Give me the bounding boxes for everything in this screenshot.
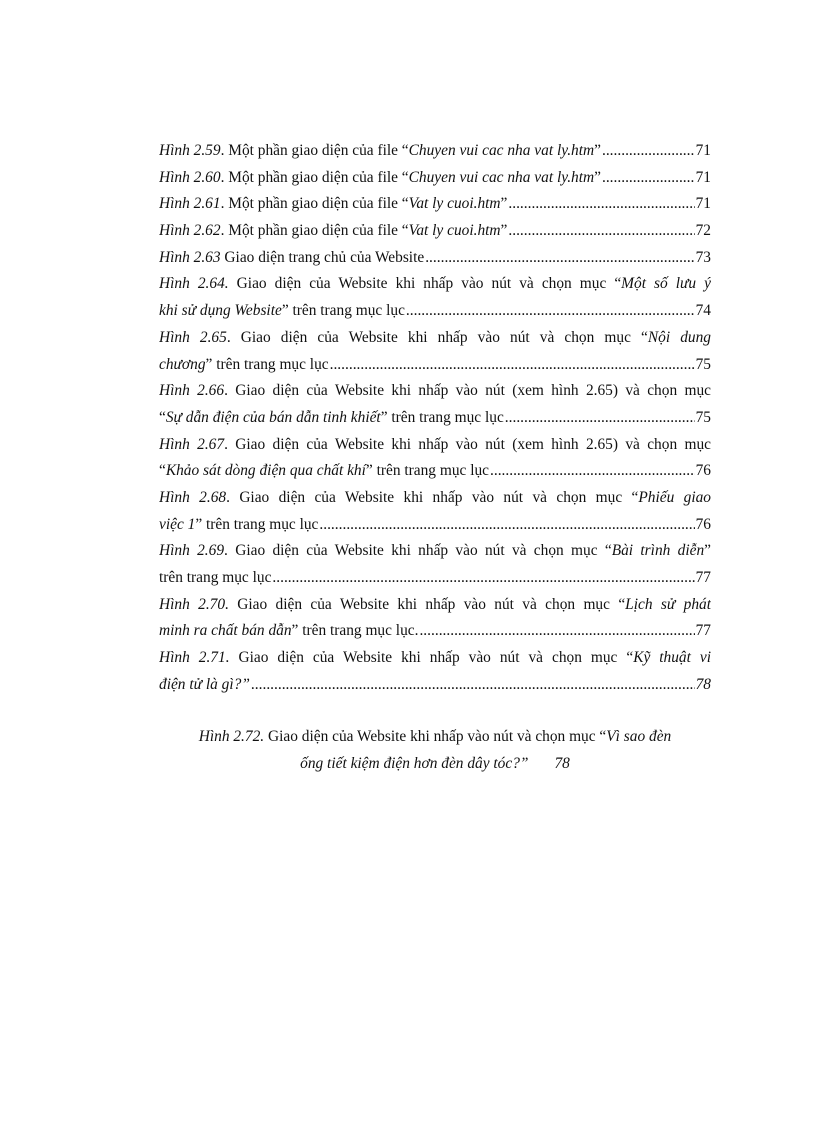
toc-entry-2-72-line2: ống tiết kiệm điện hơn đèn dây tóc?” 78 (300, 754, 570, 772)
dot-leader (419, 618, 694, 645)
dot-leader (406, 298, 695, 325)
dot-leader (251, 672, 695, 699)
page-number: 71 (695, 142, 711, 159)
toc-entry-2-63: Hình 2.63 Giao diện trang chủ của Website ..... 73 (159, 245, 711, 272)
figure-label: Hình 2.69 (159, 542, 225, 560)
toc-entry-2-65-line1: Hình 2.65. Giao diện của Website khi nhấp vào nút và chọn mục “Nội dung (159, 328, 711, 346)
page-number: 74 (695, 302, 711, 320)
page-number: 78 (554, 754, 570, 772)
dot-leader (272, 565, 694, 592)
toc-entry-2-72 (159, 724, 711, 777)
figure-list (159, 138, 711, 698)
toc-entry-2-66-line2: “Sự dẫn điện của bán dẫn tinh khiết” trên trang mục lục ..... 75 (159, 405, 711, 432)
toc-entry-2-68-line2: việc 1” trên trang mục lục ..... 76 (159, 512, 711, 539)
toc-entry-2-69-line1: Hình 2.69. Giao diện của Website khi nhấp vào nút và chọn mục “Bài trình diễn” (159, 542, 711, 560)
dot-leader (505, 405, 695, 432)
toc-entry-2-59: Hình 2.59. Một phần giao diện của file “Chuyen vui cac nha vat ly.htm” ..... 71 (159, 138, 711, 165)
page-number: 75 (695, 408, 711, 426)
page-number: 77 (695, 622, 711, 640)
page-number: 71 (695, 168, 711, 186)
toc-entry-2-68-line1: Hình 2.68. Giao diện của Website khi nhấp vào nút và chọn mục “Phiếu giao (159, 488, 711, 506)
dot-leader (319, 512, 694, 539)
toc-entry-2-72-line1: Hình 2.72. Giao diện của Website khi nhấp vào nút và chọn mục “Vì sao đèn (198, 728, 672, 745)
dot-leader (602, 138, 695, 165)
figure-label: Hình 2.72. (198, 728, 265, 745)
page-number: 77 (695, 569, 711, 586)
toc-entry-2-70-line2: minh ra chất bán dẫn” trên trang mục lục. ..... 77 (159, 618, 711, 645)
toc-entry-2-67-line2: “Khảo sát dòng điện qua chất khí” trên trang mục lục ..... 76 (159, 458, 711, 485)
toc-entry-2-64-line1: Hình 2.64. Giao diện của Website khi nhấp vào nút và chọn mục “Một số lưu ý (159, 275, 711, 293)
page-number: 71 (695, 195, 711, 213)
figure-label: Hình 2.62 (159, 222, 221, 240)
figure-label: Hình 2.64. (159, 275, 229, 293)
page-number: 75 (695, 355, 711, 373)
dot-leader (508, 218, 694, 245)
toc-entry-2-69-line2: trên trang mục lục ..... 77 (159, 565, 711, 592)
page-number: 73 (695, 248, 711, 266)
toc-entry-2-64-line2: khi sử dụng Website” trên trang mục lục ..... 74 (159, 298, 711, 325)
toc-entry-2-70-line1: Hình 2.70. Giao diện của Website khi nhấp vào nút và chọn mục “Lịch sử phát (159, 595, 711, 613)
figure-label: Hình 2.70. (159, 595, 229, 613)
page-number: 76 (695, 515, 711, 533)
toc-entry-2-60: Hình 2.60. Một phần giao diện của file “Chuyen vui cac nha vat ly.htm” ..... 71 (159, 165, 711, 192)
figure-label: Hình 2.63 (159, 248, 221, 266)
page-number: 78 (695, 675, 711, 693)
figure-label: Hình 2.67 (159, 435, 225, 453)
page-number: 72 (695, 222, 711, 240)
figure-label: Hình 2.68 (159, 488, 227, 506)
figure-label: Hình 2.59 (159, 142, 221, 159)
dot-leader (508, 191, 694, 218)
dot-leader (602, 165, 695, 192)
toc-entry-2-71-line1: Hình 2.71. Giao diện của Website khi nhấp vào nút và chọn mục “Kỹ thuật vi (159, 649, 711, 667)
figure-label: Hình 2.61 (159, 195, 221, 213)
toc-entry-2-65-line2: chương” trên trang mục lục ..... 75 (159, 352, 711, 379)
dot-leader (490, 458, 695, 485)
toc-entry-2-67-line1: Hình 2.67. Giao diện của Website khi nhấp vào nút (xem hình 2.65) và chọn mục (159, 435, 711, 453)
figure-label: Hình 2.71. (159, 649, 230, 667)
dot-leader (330, 352, 695, 379)
toc-entry-2-62: Hình 2.62. Một phần giao diện của file “Vat ly cuoi.htm” ..... 72 (159, 218, 711, 245)
figure-label: Hình 2.66 (159, 382, 225, 400)
toc-entry-2-61: Hình 2.61. Một phần giao diện của file “Vat ly cuoi.htm” ..... 71 (159, 191, 711, 218)
toc-entry-2-66-line1: Hình 2.66. Giao diện của Website khi nhấp vào nút (xem hình 2.65) và chọn mục (159, 382, 711, 400)
dot-leader (425, 245, 694, 272)
page-number: 76 (695, 462, 711, 480)
figure-label: Hình 2.60 (159, 168, 221, 186)
toc-entry-2-71-line2: điện tử là gì?” ..... 78 (159, 672, 711, 699)
figure-label: Hình 2.65 (159, 328, 227, 346)
